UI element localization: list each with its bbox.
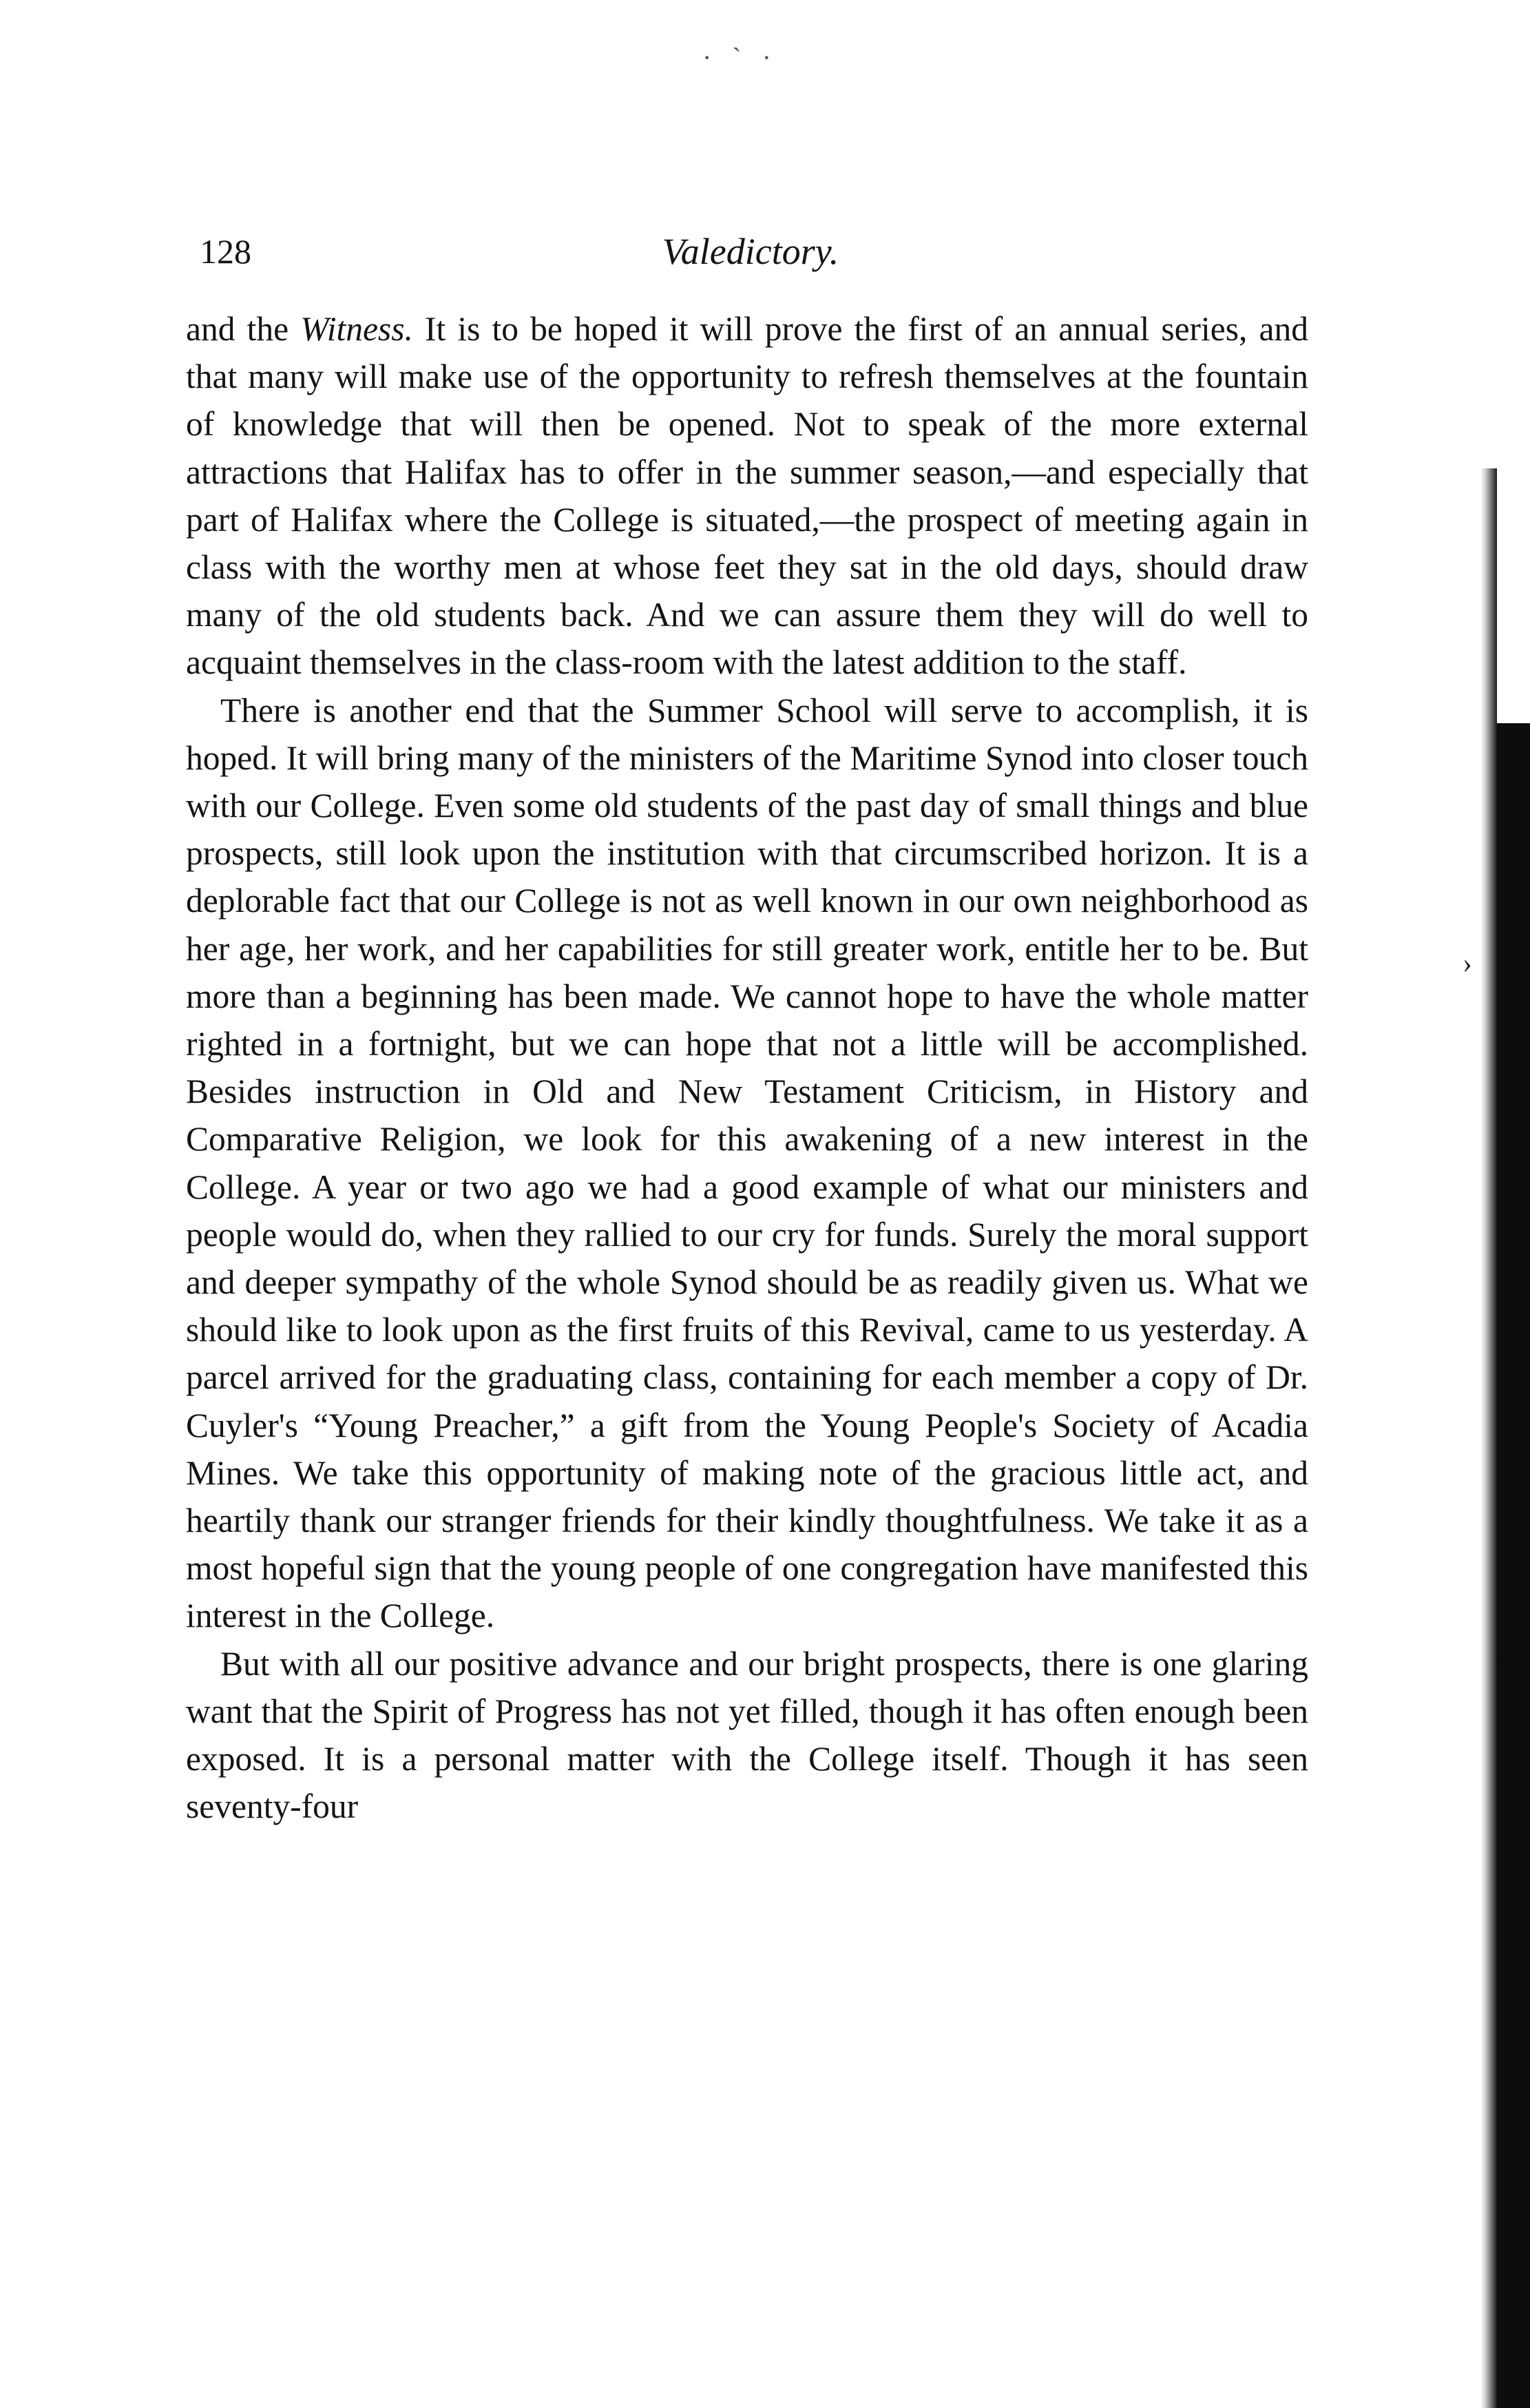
paragraph-1-text: It is to be hoped it will prove the first of an annual series, and that many will make use of the opportunity to refresh themselves at the fountain of knowledge that will then be opened. Not to speak of the more external attractions that Halifax has to offer in the summer season,—and especially that part of Halifax where the College is situated,—the prospect of meeting again in class with the worthy men at whose feet they sat in the old days, should draw many of the old students back. And we can assure them they will do well to acquaint themselves in the class-room with the latest addition to the staff. [186, 310, 1308, 682]
page-number: 128 [200, 232, 251, 271]
running-title: Valedictory. [662, 231, 839, 272]
paragraph-1 [186, 305, 1308, 687]
paragraph-1-prefix: and the [186, 310, 301, 348]
body-text [186, 305, 1308, 1831]
scan-edge-binding [1497, 723, 1530, 2408]
scan-specks: · ` · [702, 42, 771, 73]
paragraph-2: There is another end that the Summer School will serve to accomplish, it is hoped. It will bring many of the ministers of the Maritime Synod into closer touch with our College. Even some old students of the past day of small things and blue prospects, still look upon the institution with that circumscribed horizon. It is a deplorable fact that our College is not as well known in our own neighborhood as her age, her work, and her capabilities for still greater work, entitle her to be. But more than a beginning has been made. We cannot hope to have the whole matter righted in a fortnight, but we can hope that not a little will be accomplished. Besides instruction in Old and New Testament Criticism, in History and Comparative Religion, we look for this awakening of a new interest in the College. A year or two ago we had a good example of what our ministers and people would do, when they rallied to our cry for funds. Surely the moral support and deeper sympathy of the whole Synod should be as readily given us. What we should like to look upon as the first fruits of this Revival, came to us yesterday. A parcel arrived for the graduating class, containing for each member a copy of Dr. Cuyler's “Young Preacher,” a gift from the Young People's Society of Acadia Mines. We take this opportunity of making note of the gracious little act, and heartily thank our stranger friends for their kindly thoughtfulness. We take it as a most hopeful sign that the young people of one congregation have manifested this interest in the College. [186, 691, 1308, 1635]
paragraph-3: But with all our positive advance and our bright prospects, there is one glaring want that the Spirit of Progress has not yet filled, though it has often enough been exposed. It is a personal matter with the College itself. Though it has seen seventy-four [186, 1644, 1308, 1826]
page-header [200, 227, 1301, 276]
margin-mark: › [1463, 948, 1472, 979]
witness-title: Witness. [300, 310, 413, 348]
scan-edge-shadow [1480, 468, 1497, 2408]
